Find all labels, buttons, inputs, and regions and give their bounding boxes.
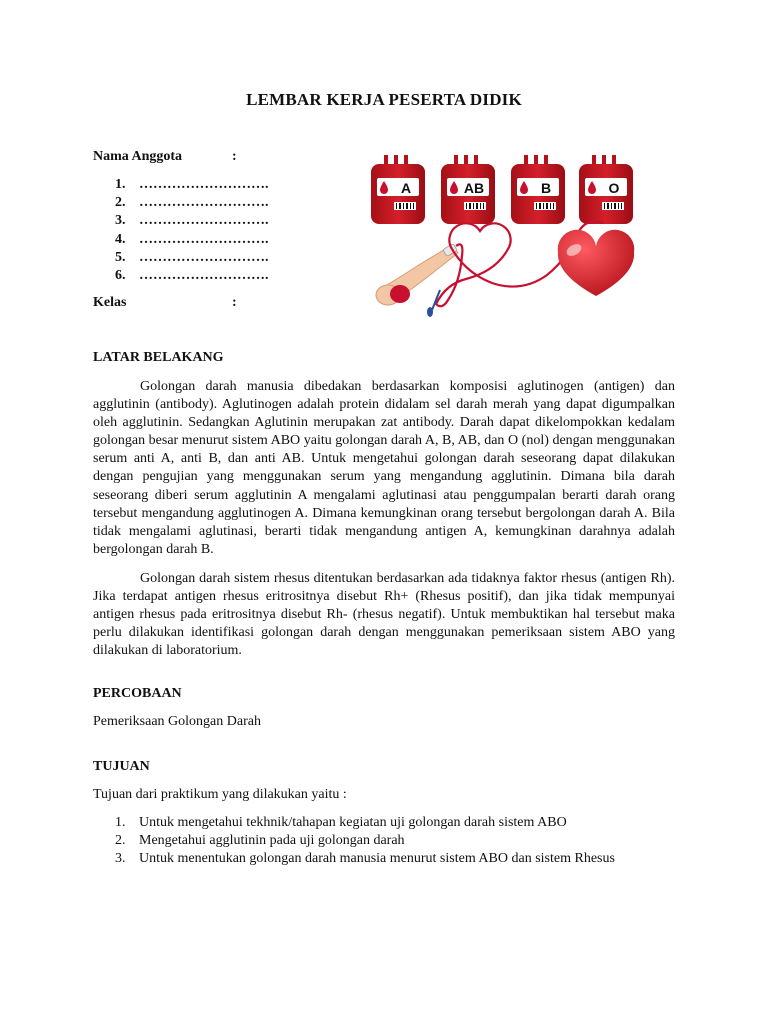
list-item: 5. ………………………. <box>115 249 269 265</box>
background-paragraph-1: Golongan darah manusia dibedakan berdasarkan komposisi aglutinogen (antigen) dan agglutinin (antibody). Aglutinogen adalah protein didalam sel darah merah yang dapat digumpalkan oleh agglutinin. Sedangkan Aglutinin merupakan zat antibody. Darah dapat dikelompokkan kedalam golongan besar menurut sistem ABO yaitu golongan darah A, B, AB, dan O (nol) dengan menggunakan serum anti A, anti B, dan anti AB. Untuk mengetahui golongan darah seseorang dapat dilakukan dengan pengujian yang menggunakan serum yang mengandung agglutinin. Dimana bila darah seseorang diberi serum agglutinin A mengalami aglutinasi atau penggumpalan berarti darah orang tersebut mengandung agglutinogen A. Dimana kemungkinan orang tersebut bergolongan darah A. Bila tidak mengalami aglutinasi, berarti tidak mengandung antigen A, kemungkinan darahnya adalah bergolongan darah B. <box>93 379 675 557</box>
svg-text:A: A <box>400 180 412 196</box>
list-item: 2. ………………………. <box>115 195 269 211</box>
section-heading-goals: TUJUAN <box>93 759 150 774</box>
class-colon: : <box>232 295 237 310</box>
member-label: Nama Anggota <box>93 149 183 164</box>
blood-bag-b <box>511 155 565 224</box>
page-title: LEMBAR KERJA PESERTA DIDIK <box>246 90 522 109</box>
svg-text:B: B <box>540 180 552 196</box>
blood-bag-ab <box>441 155 495 224</box>
list-item: 2. Mengetahui agglutinin pada uji golongan darah <box>115 833 405 849</box>
experiment-text: Pemeriksaan Golongan Darah <box>93 714 261 729</box>
arm-icon <box>376 244 458 305</box>
blood-bag-illustration <box>368 150 638 320</box>
blood-bag-a <box>371 155 425 224</box>
list-item: 1. ………………………. <box>115 177 269 192</box>
background-paragraph-2: Golongan darah sistem rhesus ditentukan berdasarkan ada tidaknya faktor rhesus (antigen Rh). Jika terdapat antigen rhesus eritrositnya disebut Rh+ (Rhesus positif), dan jika tidak mempunyai antigen rhesus pada eritrositnya disebut Rh- (rhesus negatif). Untuk membuktikan hal tersebut maka perlu dilakukan identifikasi golongan darah dengan menggunakan pemeriksaan sistem ABO yang dilakukan di laboratorium. <box>93 571 675 659</box>
list-item: 4. ………………………. <box>115 231 269 247</box>
heart-icon <box>558 230 634 296</box>
blood-bag-o <box>579 155 633 224</box>
goal-list <box>93 814 615 869</box>
list-item: 6. ………………………. <box>115 267 269 283</box>
svg-text:O: O <box>608 180 620 196</box>
list-item: 3. Untuk menentukan golongan darah manusia menurut sistem ABO dan sistem Rhesus <box>115 851 615 867</box>
list-item: 1. Untuk mengetahui tekhnik/tahapan kegiatan uji golongan darah sistem ABO <box>115 815 567 830</box>
svg-text:AB: AB <box>463 180 485 196</box>
section-heading-experiment: PERCOBAAN <box>93 686 182 701</box>
member-list <box>93 176 269 285</box>
goals-intro: Tujuan dari praktikum yang dilakukan yaitu : <box>93 787 347 802</box>
list-item: 3. ………………………. <box>115 213 269 229</box>
member-colon: : <box>232 149 237 164</box>
class-label: Kelas <box>93 295 127 310</box>
section-heading-background: LATAR BELAKANG <box>93 350 224 365</box>
